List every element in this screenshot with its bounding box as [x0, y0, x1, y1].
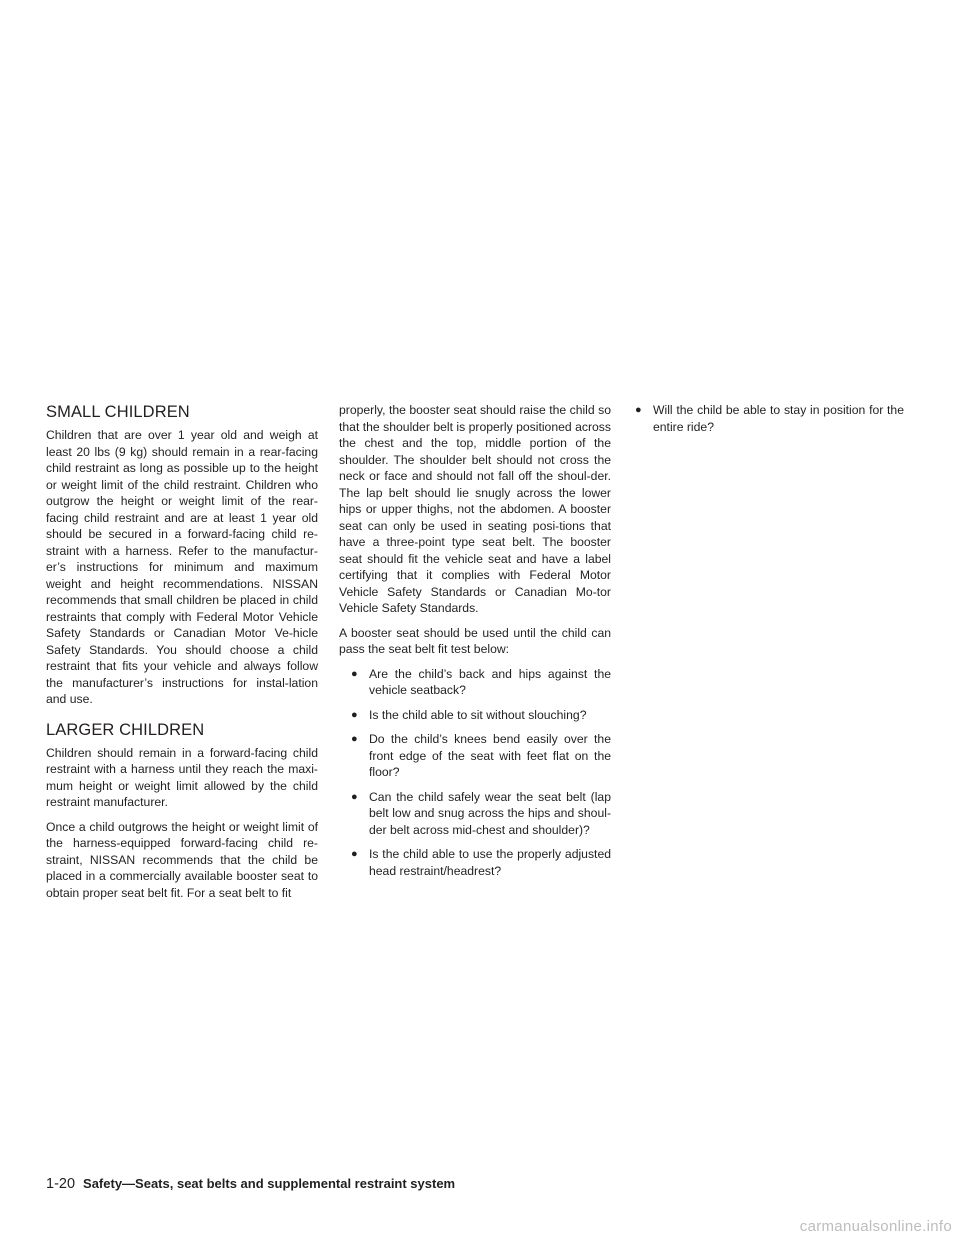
heading-larger-children: LARGER CHILDREN — [46, 720, 205, 739]
small-children-paragraph: Children that are over 1 year old and weigh at least 20 lbs (9 kg) should remain in a rear-facing child restraint as long as possible up to the height or weight limit of the child restraint. Children who outgrow the height or weight limit of the rear-facing child restraint and are at least 1 year old should be secured in a forward-facing child re-straint with a harness. Refer to the manufactur-er’s instructions for minimum and maximum weight and height recommendations. NISSAN recommends that small children be placed in child restraints that comply with Federal Motor Vehicle Safety Standards or Canadian Motor Ve-hicle Safety Standards. You should choose a child restraint that fits your vehicle and always follow the manufacturer’s instructions for instal-lation and use. — [46, 428, 318, 706]
column-1 — [46, 402, 318, 909]
list-item: ● Is the child able to sit without slouching? — [351, 707, 587, 722]
bullet-icon: ● — [351, 733, 358, 745]
list-item: ● Can the child safely wear the seat belt (lap belt low and snug across the hips and shoul-der belt across mid-chest and shoulder)? — [351, 789, 611, 837]
list-item: ● Is the child able to use the properly adjusted head restraint/headrest? — [351, 847, 611, 878]
larger-children-paragraph-1: Children should remain in a forward-facing child restraint with a harness until they reach the maxi-mum height or weight limit allowed by the child restraint manufacturer. — [46, 745, 318, 809]
watermark: carmanualsonline.info — [799, 1218, 952, 1235]
booster-seat-paragraph: A booster seat should be used until the child can pass the seat belt fit test below: — [339, 625, 611, 656]
page-footer — [46, 1176, 455, 1196]
larger-children-paragraph-2-start: Once a child outgrows the height or weight limit of the harness-equipped forward-facing child re-straint, NISSAN recommends that the child be placed in a commercially available booster seat to obtain proper seat belt fit. For a seat belt to fit — [46, 819, 318, 900]
heading-small-children: SMALL CHILDREN — [46, 403, 190, 421]
list-item: ● Will the child be able to stay in position for the entire ride? — [635, 403, 904, 434]
bullet-icon: ● — [351, 667, 358, 680]
column-2 — [339, 402, 611, 887]
column-3 — [632, 402, 904, 443]
footer-section-title: Safety—Seats, seat belts and supplemental restraint system — [83, 1176, 456, 1191]
bullet-icon: ● — [351, 848, 358, 860]
fit-test-list-continued — [632, 402, 904, 435]
list-item: ● Do the child’s knees bend easily over the front edge of the seat with feet flat on the floor? — [351, 732, 611, 779]
page-number: 1-20 — [46, 1176, 76, 1192]
larger-children-paragraph-2-end: properly, the booster seat should raise the child so that the shoulder belt is properly positioned across the chest and the top, middle portion of the shoulder. The shoulder belt should not cross the neck or face and should not fall off the shoul-der. The lap belt should lie snugly across the lower hips or upper thighs, not the abdomen. A booster seat can only be used in seating posi-tions that have a three-point type seat belt. The booster seat should fit the vehicle seat and have a label certifying that it complies with Federal Motor Vehicle Safety Standards or Canadian Mo-tor Vehicle Safety Standards. — [339, 403, 611, 615]
fit-test-list — [339, 666, 611, 880]
bullet-icon: ● — [635, 404, 642, 416]
list-item: ● Are the child’s back and hips against the vehicle seatback? — [351, 666, 611, 697]
bullet-icon: ● — [351, 708, 358, 721]
bullet-icon: ● — [351, 790, 358, 803]
